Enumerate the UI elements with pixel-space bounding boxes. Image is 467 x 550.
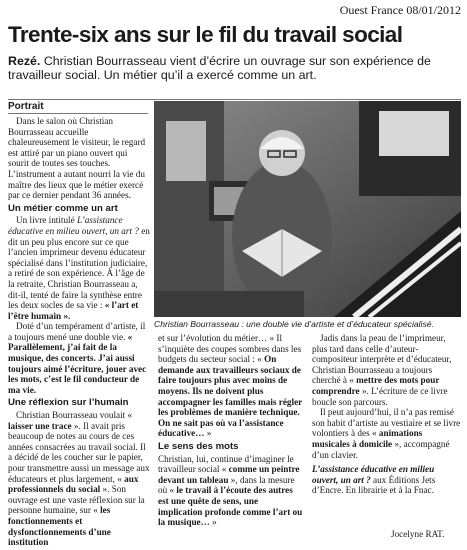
text-run: ». Son ouvrage est une vaste réflexion sur la personne humaine, sur « — [8, 484, 145, 516]
text-run: Il peut aujourd’hui, il n’a pas remisé son habit d’artiste au vestiaire et se livre volontiers à des « — [312, 407, 461, 439]
text-run: Doté d’un tempérament d’artiste, il a toujours mené une double vie. — [8, 321, 146, 342]
text-run: », accompagné d’un clavier. — [312, 438, 450, 460]
rubric-divider — [8, 113, 148, 114]
text-run: et sur l’évolution du métier… » Il s’inquiète des coupes sombres dans les budgets du secteur social : « — [158, 333, 302, 365]
lead-place: Rezé. — [8, 54, 41, 68]
paragraph-livre — [8, 215, 150, 321]
text-run: » — [209, 517, 217, 528]
text-run: Un livre intitulé — [16, 215, 77, 226]
quote: comme un peintre devant un tableau — [158, 464, 300, 485]
text-run: Christian, lui, continue d’imaginer le travailleur social « — [158, 453, 294, 475]
paragraph-imprimeur — [312, 333, 461, 407]
book-title: L’assistance éducative en milieu ouvert, un art ? — [8, 215, 139, 236]
paragraph-double-vie — [8, 321, 150, 395]
text-run: » — [204, 428, 212, 439]
quote: mettre des mots pour comprendre — [312, 375, 440, 396]
quote: laisser une trace — [8, 420, 72, 431]
paragraph-budgets — [158, 333, 304, 439]
article-column-3 — [312, 333, 461, 528]
quote: On demande aux travailleurs sociaux de faire toujours plus avec moins de moyens. Ils ne doivent plus accompagner les familles mais régler les problèmes de manière technique. On ne sait pas où va l’assistance éducative… — [158, 354, 303, 439]
paragraph-trace — [8, 410, 150, 548]
text-run: ». Il avait pris beaucoup de notes au cours de ces années consacrées au travail social. Il a décidé de les coucher sur le papier, pour transmettre aussi un message aux éducateurs et plus largement, « — [8, 420, 150, 484]
sheet-music-shape — [379, 111, 449, 156]
article-column-2 — [158, 333, 304, 528]
paragraph-intro: Dans le salon où Christian Bourrasseau accueille chaleureusement le visiteur, le regard est attiré par un piano ouvert qui sourit de toutes ses touches. L’instrument a autant nourri la vie du maître des lieux que le métier exercé par ce dernier pendant 36 années. — [8, 116, 146, 201]
quote: aux professionnels du social — [8, 473, 139, 495]
book-title: L’assistance éducative en milieu ouvert, un art ? — [312, 464, 435, 485]
portrait-photo — [154, 101, 461, 317]
author-signature: Jocelyne RAT. — [391, 529, 445, 539]
lead-text: Christian Bourrasseau vient d’écrire un ouvrage sur son expérience de travailleur social. Un métier qu’il a exercé comme un art. — [8, 54, 431, 82]
text-run: ». L’écriture de ce livre boucle son parcours. — [312, 385, 448, 407]
photo-illustration — [154, 101, 461, 317]
headline: Trente-six ans sur le fil du travail social — [8, 22, 403, 47]
article-column-1 — [8, 116, 150, 550]
quote: « Parallèlement, j’ai fait de la musique, des concerts. J’ai aussi toujours aimé l’écriture, jouer avec les mots, c’est le fil conducteur de ma vie. — [8, 331, 147, 395]
text-run: en dit un peu plus encore sur ce que l’ancien imprimeur devenu éducateur spécialisé dans l’institution judiciaire, a retiré de son expérience. À l’âge de la retraite, Christian Bourrasseau a, dit-il, tenté de faire la synthèse entre les deux socles de sa vie : — [8, 225, 150, 311]
newspaper-source-date: Ouest France 08/01/2012 — [339, 3, 461, 17]
text-run: Jadis dans la peau de l’imprimeur, plus tard dans celle d’auteur-compositeur interprète et d’éducateur, Christian Bourrasseau a toujours cherché à « — [312, 333, 452, 386]
paragraph-book-info — [312, 464, 461, 496]
section-divider — [8, 99, 461, 100]
subheading-sens: Le sens des mots — [158, 440, 239, 452]
lead-paragraph — [8, 54, 460, 82]
quote: animations musicales à domicile — [312, 428, 423, 449]
rubric-label: Portrait — [8, 101, 44, 112]
text-run: aux Éditions Jets d’Encre. En librairie et à la Fnac. — [312, 474, 436, 496]
person-head-shape — [259, 130, 305, 176]
quote: « l’art et l’être humain ». — [8, 300, 139, 321]
quote: le travail à l’écoute des autres est une quête de sens, une implication profonde comme l’art ou la musique… — [158, 485, 303, 528]
subheading-metier: Un métier comme un art — [8, 202, 118, 214]
quote: les fonctionnements et dysfonctionnements d’une institution — [8, 505, 111, 548]
subheading-reflexion: Une réflexion sur l’humain — [8, 397, 129, 409]
paragraph-peintre — [158, 454, 304, 528]
window-shape — [166, 121, 206, 181]
text-run: », dans la mesure où « — [158, 474, 295, 496]
text-run: Christian Bourrasseau voulait « — [16, 410, 133, 421]
paragraph-artiste — [312, 407, 461, 460]
photo-caption: Christian Bourrasseau : une double vie d’artiste et d’éducateur spécialisé. — [154, 319, 434, 329]
